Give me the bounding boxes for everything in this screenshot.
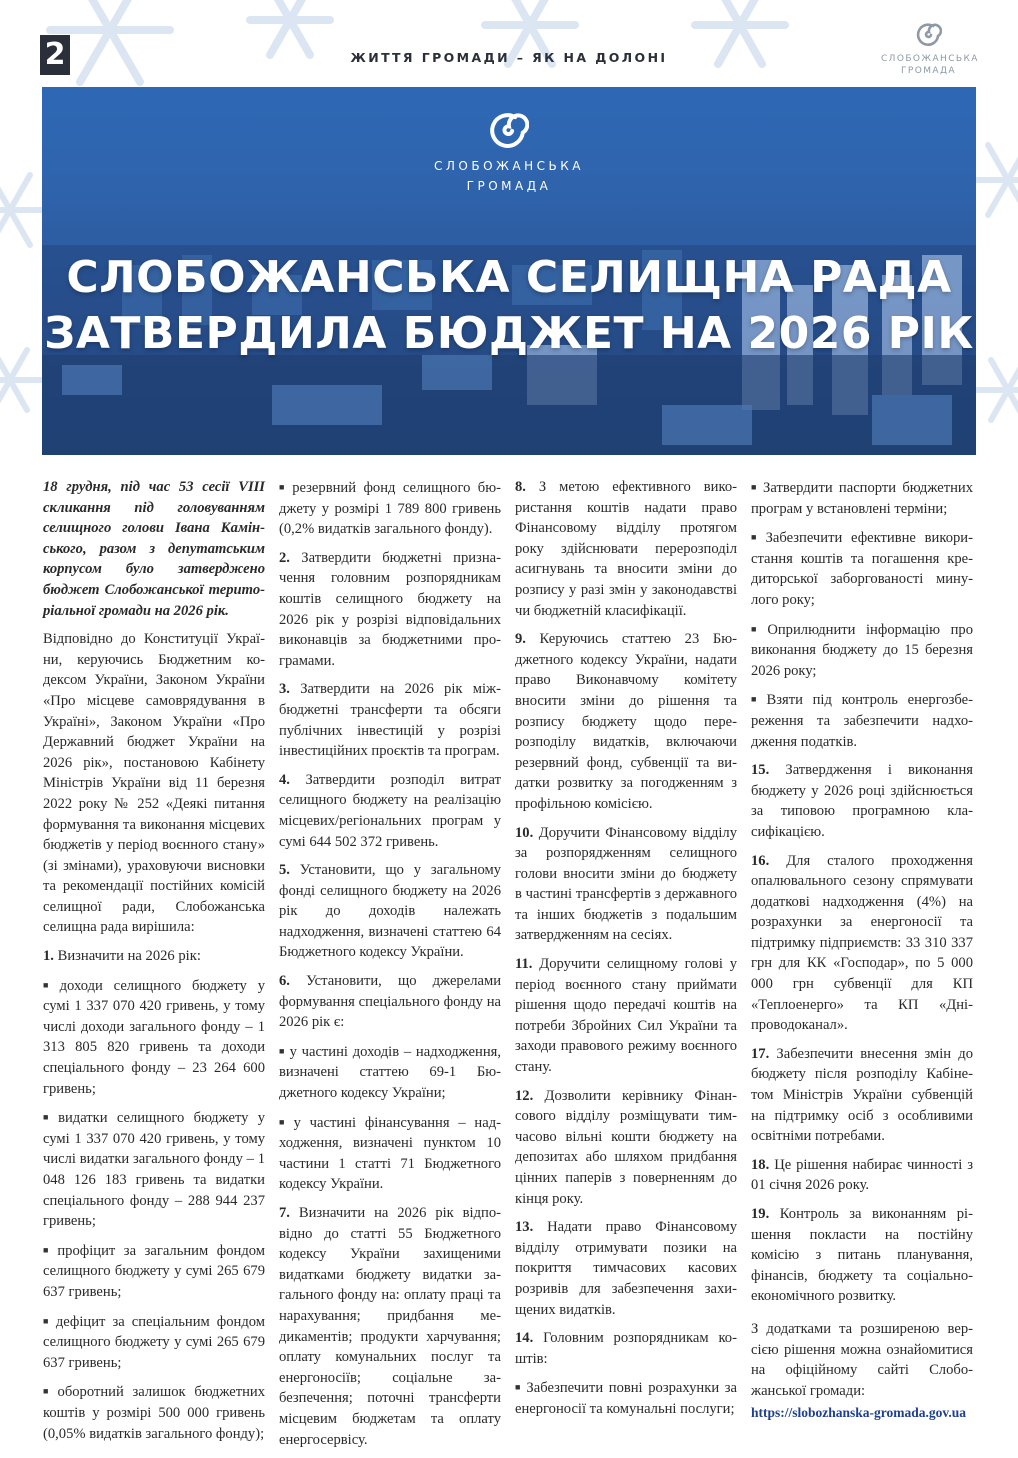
item-number: 9. <box>515 631 526 648</box>
article-item <box>279 548 501 672</box>
headline <box>42 250 976 362</box>
item-text: Доручити селищному голові у період воєнного стану приймати рішення щодо передачі коштів на потреби Збройних Сил України та заходи правового режиму воєнного стану. <box>515 956 737 1076</box>
article-item <box>279 971 501 1033</box>
article-item <box>751 851 973 1036</box>
item-text: Визначити на 2026 рік відповідно до статті 55 Бюджетного кодексу України захищеними видатками бюджету видатки загального фонду на: оплату праці та нарахування; придбання медикаментів; продукти харчування; оплату комунальних послуг та енергоносіїв; соціальне забезпечення; поточні трансферти місцевим бюджетам та оплату енергосервісу. <box>279 1205 501 1448</box>
article-body <box>43 477 976 1448</box>
running-title: ЖИТТЯ ГРОМАДИ – ЯК НА ДОЛОНІ <box>350 50 668 65</box>
snowflake-decoration <box>0 0 1018 90</box>
article-bullet: ■ оборотний залишок бюджетних коштів у розмірі 500 000 гривень (0,05% видатків загального фонду); <box>43 1381 265 1444</box>
article-bullet: ■ Забезпечити повні розрахунки за енергоносії та комунальні послуги; <box>515 1377 737 1419</box>
spiral-logo-icon <box>489 111 529 151</box>
article-bullet: ■ у частині фінансування – надходження, визначені пунктом 10 частини 1 статті 71 Бюджетного кодексу України. <box>279 1112 501 1195</box>
item-number: 10. <box>515 824 534 841</box>
article-item <box>515 477 737 621</box>
item-text: Затвердити розподіл витрат селищного бюджету на реалізацію місцевих/регіональних програм у сумі 644 502 372 гривень. <box>279 771 502 850</box>
article-bullet: ■ дефіцит за спеціальним фондом селищного бюджету у сумі 265 679 637 гривень; <box>43 1311 265 1374</box>
article-column-4 <box>751 477 973 1424</box>
item-text: Надати право Фінансовому відділу отримувати позики на покриття тимчасових касових розривів для забезпечення захищених видатків. <box>515 1219 738 1318</box>
article-item <box>515 1217 737 1320</box>
item-number: 1. <box>43 948 54 965</box>
article-bullet: ■ Забезпечити ефективне використання коштів та погашення кредиторської заборгованості минулого року; <box>751 527 973 610</box>
article-item <box>515 1086 737 1210</box>
article-bullet: ■ у частині доходів – надходження, визначені статтею 69-1 Бюджетного кодексу України; <box>279 1041 501 1104</box>
item-text: Для сталого проходження опалювального сезону спрямувати додаткові надходження (4%) на розрахунки за енергоносії та підтримку підприємств: 33 310 337 грн для КК «Господар», по 5 000 000 грн субвенції для КП «Теплоенерго» та КП «Дніпроводоканал». <box>751 852 974 1034</box>
hero-logo-line1: СЛОБОЖАНСЬКА <box>433 159 585 173</box>
item-number: 7. <box>279 1205 290 1221</box>
item-text: Затвердження і виконання бюджету у 2026 році здійснюється за типовою програмною класифікацією. <box>751 762 973 840</box>
article-bullet: ■ Оприлюднити інформацію про виконання бюджету до 15 березня 2026 року; <box>751 619 973 682</box>
item-text: З метою ефективного використання коштів надати право Фінансовому відділу протягом року здійснювати перерозподіл асигнувань та вносити зміни до розпису у разі змін у законодавстві чи бюджетній класифікації. <box>515 479 737 619</box>
website-link[interactable]: https://slobozhanska-gromada.gov.ua <box>751 1405 967 1421</box>
article-bullet: ■ Затвердити паспорти бюджетних програм у встановлені терміни; <box>751 477 973 519</box>
item-text: Визначити на 2026 рік: <box>57 948 201 965</box>
article-item <box>751 1204 973 1307</box>
item-number: 16. <box>751 852 770 869</box>
hero-banner <box>42 87 976 455</box>
corner-logo <box>881 22 979 77</box>
item-number: 4. <box>279 771 290 788</box>
item-text: Дозволити керівнику Фінансового відділу розміщувати тимчасово вільні кошти бюджету на депозитах або шляхом придбання цінних паперів з поверненням до кінця року. <box>515 1087 737 1207</box>
item-number: 12. <box>515 1087 534 1104</box>
item-number: 11. <box>515 956 533 973</box>
article-item <box>515 823 737 947</box>
item-number: 15. <box>751 762 770 779</box>
article-intro: Відповідно до Конституції України, керуючись Бюджетним кодексом України, Законом України «Про місцеве самоврядування в Україні», Законом України «Про Державний бюджет України на 2026 рік», постановою Кабінету Міністрів України від 11 березня 2022 року № 252 «Деякі питання формування та виконання місцевих бюджетів у період воєнного стану» (зі змінами), ураховуючи висновки та рекомендації постійних комісій селищної ради, Слобожанська селищна рада вирішила: <box>43 631 265 936</box>
article-item <box>751 1044 973 1147</box>
article-item <box>515 954 737 1078</box>
article-item <box>279 860 501 963</box>
spiral-logo-icon <box>916 22 942 48</box>
item-text: Контроль за виконанням рішення покласти на постійну комісію з питань планування, фінансів, бюджету та соціально-економічного розвитку. <box>751 1206 973 1305</box>
article-bullet: ■ резервний фонд селищного бюджету у розмірі 1 789 800 гривень (0,2% видатків загального фонду). <box>279 477 501 540</box>
item-text: Установити, що у загальному фонді селищного бюджету на 2026 рік до доходів належать надходження, визначені статтею 64 Бюджетного кодексу України. <box>279 862 501 961</box>
article-item <box>515 629 737 814</box>
article-outro: З додатками та розширеною версією рішення можна ознайомитися на офіційному сайті Слобожанської громади: <box>751 1320 973 1399</box>
article-bullet: ■ видатки селищного бюджету у сумі 1 337 070 420 гривень, у тому числі видатки загального фонду – 1 048 126 183 гривень та видатки спеціального фонду – 288 944 237 гривень; <box>43 1107 265 1232</box>
headline-line2: ЗАТВЕРДИЛА БЮДЖЕТ НА 2026 РІК <box>44 308 974 359</box>
article-item <box>751 760 973 842</box>
article-item <box>515 1328 737 1369</box>
article-item <box>751 1155 973 1196</box>
snowflake-decoration <box>0 150 42 450</box>
article-item <box>279 1203 501 1450</box>
article-bullet: ■ доходи селищного бюджету у сумі 1 337 070 420 гривень, у тому числі доходи загального фонду – 1 313 805 820 гривень та доходи спеціального фонду – 23 264 600 гривень; <box>43 975 265 1100</box>
article-bullet: ■ профіцит за загальним фондом селищного бюджету у сумі 265 679 637 гривень; <box>43 1240 265 1303</box>
item-text: Затвердити на 2026 рік міжбюджетні трансферти та обсяги публічних інвестицій у розрізі інвестиційних проєктів та програм. <box>279 681 501 760</box>
article-column-2 <box>279 477 501 1458</box>
item-text: Це рішення набирає чинності з 01 січня 2026 року. <box>751 1156 973 1194</box>
item-number: 14. <box>515 1330 534 1347</box>
item-number: 19. <box>751 1206 770 1222</box>
article-lead: 18 грудня, під час 53 сесії VIII скликання під головуванням селищного голови Івана Камінського, разом з депутатським корпусом було затверджено бюджет Слобожанської територіальної громади на 2026 рік. <box>43 479 265 619</box>
article-item <box>43 946 265 967</box>
headline-line1: СЛОБОЖАНСЬКА СЕЛИЩНА РАДА <box>66 252 952 303</box>
item-number: 17. <box>751 1045 770 1062</box>
item-number: 18. <box>751 1156 770 1173</box>
item-number: 5. <box>279 862 290 879</box>
item-number: 3. <box>279 681 290 698</box>
article-column-3 <box>515 477 737 1428</box>
item-number: 13. <box>515 1219 534 1236</box>
snowflake-decoration <box>976 100 1018 460</box>
article-bullet: ■ Взяти під контроль енергозбереження та забезпечити надходження податків. <box>751 689 973 752</box>
item-text: Установити, що джерелами формування спеціального фонду на 2026 рік є: <box>279 973 501 1031</box>
corner-logo-line2: ГРОМАДА <box>901 66 956 76</box>
item-text: Затвердити бюджетні призначення головним розпорядникам коштів селищного бюджету на 2026 рік у розрізі відповідальних виконавців за бюджетними програмами. <box>279 549 501 669</box>
item-text: Головним розпорядникам коштів: <box>515 1330 737 1367</box>
hero-logo <box>42 111 976 196</box>
hero-logo-line2: ГРОМАДА <box>466 179 552 193</box>
article-item <box>279 679 501 761</box>
item-number: 6. <box>279 973 290 990</box>
article-item <box>279 770 501 852</box>
corner-logo-line1: СЛОБОЖАНСЬКА <box>881 54 979 64</box>
item-number: 2. <box>279 549 290 566</box>
page-number: 2 <box>40 35 70 75</box>
article-column-1 <box>43 477 265 1452</box>
item-text: Доручити Фінансовому відділу за розпорядженням селищного голови вносити зміни до бюджету в частині трансфертів з державного та інших бюджетів з подальшим затвердженням на сесіях. <box>515 824 737 944</box>
item-number: 8. <box>515 479 526 495</box>
item-text: Керуючись статтею 23 Бюджетного кодексу України, надати право Виконавчому комітету вносити зміни до рішення та розпису бюджету щодо перерозподілу видатків, включаючи резервний фонд, субвенції та видатки розвитку за погодженням з профільною комісією. <box>515 631 737 812</box>
item-text: Забезпечити внесення змін до бюджету після розподілу Кабінетом Міністрів України субвенцій на підтримку осіб з особливими освітніми потребами. <box>751 1045 973 1145</box>
